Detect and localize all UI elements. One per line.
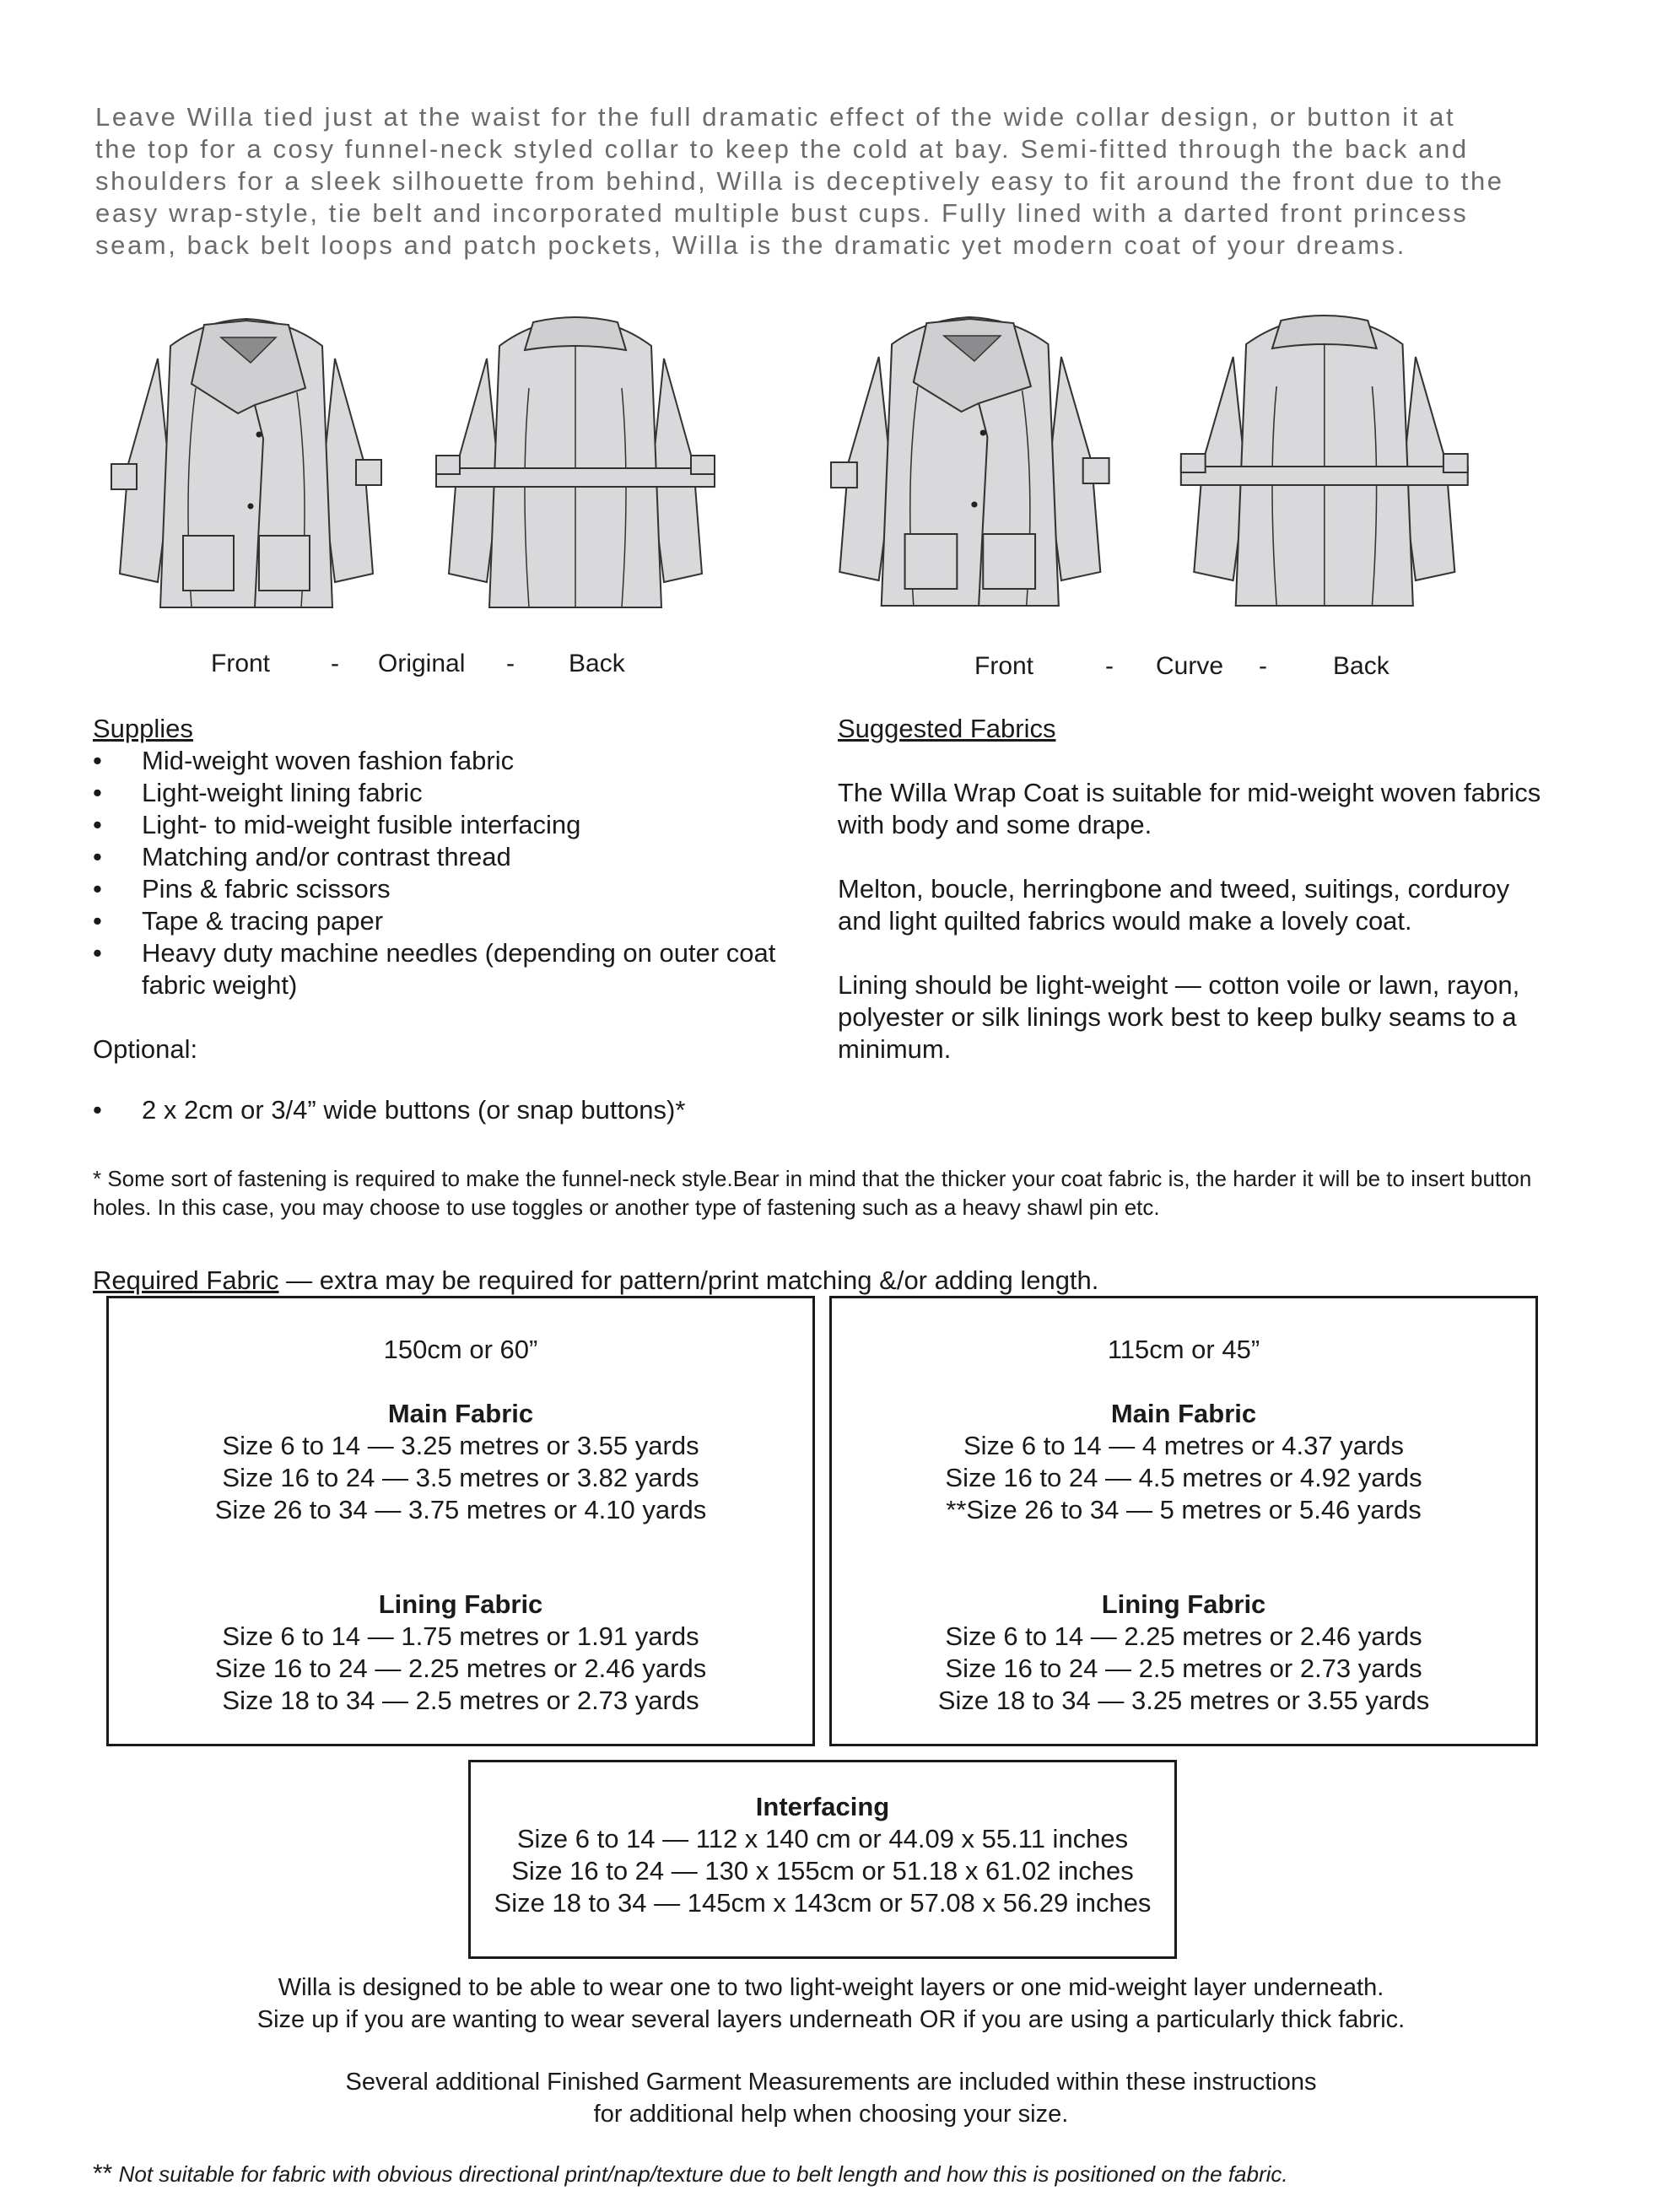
- list-item: • Light- to mid-weight fusible interfacing: [93, 809, 818, 841]
- size-line: Size 6 to 14 — 112 x 140 cm or 44.09 x 55.11 inches: [516, 1824, 1129, 1853]
- supplies-section: [93, 713, 818, 1126]
- list-item: • Pins & fabric scissors: [93, 873, 818, 905]
- layers-note: [0, 1972, 1662, 2036]
- layers-line: Willa is designed to be able to wear one to two light-weight layers or one mid-weight layer underneath.: [278, 1974, 1384, 2001]
- caption-curve-separator: -: [1259, 652, 1267, 680]
- required-fabric-note: — extra may be required for pattern/print matching &/or adding length.: [278, 1265, 1099, 1295]
- caption-original-front: Front: [211, 650, 271, 677]
- fabrics-section: [838, 713, 1555, 1066]
- caption-curve-name: Curve: [1156, 652, 1224, 680]
- caption-original-back: Back: [569, 650, 625, 677]
- list-item: • 2 x 2cm or 3/4” wide buttons (or snap buttons)*: [93, 1094, 818, 1126]
- fabric-box-115cm: [829, 1296, 1538, 1746]
- size-line: Size 6 to 14 — 1.75 metres or 1.91 yards: [222, 1621, 699, 1651]
- directional-print-note: [93, 2160, 1288, 2188]
- size-line: Size 6 to 14 — 2.25 metres or 2.46 yards: [945, 1621, 1422, 1651]
- interfacing-heading: Interfacing: [755, 1792, 890, 1821]
- optional-label: Optional:: [93, 1034, 198, 1064]
- size-line: Size 26 to 34 — 3.75 metres or 4.10 yards: [214, 1495, 707, 1524]
- required-fabric-heading: [93, 1265, 1098, 1296]
- size-line: Size 16 to 24 — 2.25 metres or 2.46 yards: [214, 1654, 707, 1683]
- fastening-note: * Some sort of fastening is required to make the funnel-neck style.Bear in mind that the thicker your coat fabric is, the harder it will be to insert button holes. In this case, you may choose to use toggles or another type of fastening such as a heavy shawl pin etc.: [93, 1166, 1532, 1220]
- directional-print-text: Not suitable for fabric with obvious directional print/nap/texture due to belt length and how this is positioned on the fabric.: [118, 2161, 1288, 2187]
- required-fabric-label: Required Fabric: [93, 1265, 279, 1295]
- box-title: 115cm or 45”: [1107, 1335, 1260, 1364]
- list-item: • Matching and/or contrast thread: [93, 841, 818, 873]
- measurements-line: Several additional Finished Garment Measurements are included within these instructions: [345, 2069, 1317, 2096]
- caption-curve-front: Front: [974, 652, 1034, 680]
- supplies-list: [93, 745, 818, 1001]
- fabrics-paragraph: The Willa Wrap Coat is suitable for mid-weight woven fabrics with body and some drape.: [838, 778, 1541, 839]
- fabrics-heading: Suggested Fabrics: [838, 714, 1056, 743]
- caption-original-separator: -: [331, 650, 339, 677]
- fabrics-paragraph: Lining should be light-weight — cotton voile or lawn, rayon, polyester or silk linings work best to keep bulky seams to a minimum.: [838, 970, 1520, 1064]
- intro-line: shoulders for a sleek silhouette from behind, Willa is deceptively easy to fit around the front due to the: [95, 166, 1504, 196]
- size-line: Size 6 to 14 — 3.25 metres or 3.55 yards: [222, 1431, 699, 1460]
- intro-line: seam, back belt loops and patch pockets, Willa is the dramatic yet modern coat of your dreams.: [95, 230, 1406, 260]
- size-line: Size 18 to 34 — 3.25 metres or 3.55 yards: [937, 1686, 1430, 1715]
- lining-fabric-heading: Lining Fabric: [378, 1589, 543, 1619]
- footnote-marker: **: [93, 2160, 113, 2188]
- size-line: Size 16 to 24 — 130 x 155cm or 51.18 x 61.02 inches: [511, 1856, 1134, 1886]
- size-line: Size 16 to 24 — 3.5 metres or 3.82 yards: [222, 1463, 699, 1492]
- intro-line: Leave Willa tied just at the waist for the full dramatic effect of the wide collar design, or button it at: [95, 102, 1456, 132]
- intro-paragraph: [95, 101, 1546, 262]
- measurements-line: for additional help when choosing your size.: [593, 2101, 1069, 2128]
- lining-fabric-heading: Lining Fabric: [1101, 1589, 1266, 1619]
- interfacing-box: [468, 1760, 1177, 1959]
- coat-illustrations: [0, 304, 1662, 641]
- list-item: • Mid-weight woven fashion fabric: [93, 745, 818, 777]
- intro-line: the top for a cosy funnel-neck styled collar to keep the cold at bay. Semi-fitted through the back and: [95, 134, 1469, 164]
- size-line: **Size 26 to 34 — 5 metres or 5.46 yards: [946, 1495, 1422, 1524]
- list-item: • Light-weight lining fabric: [93, 777, 818, 809]
- supplies-heading: Supplies: [93, 714, 193, 743]
- fabrics-paragraph: Melton, boucle, herringbone and tweed, suitings, corduroy and light quilted fabrics would make a lovely coat.: [838, 874, 1510, 936]
- size-line: Size 18 to 34 — 2.5 metres or 2.73 yards: [222, 1686, 699, 1715]
- optional-list: [93, 1094, 818, 1126]
- size-line: Size 16 to 24 — 4.5 metres or 4.92 yards: [945, 1463, 1422, 1492]
- caption-curve-separator: -: [1105, 652, 1114, 680]
- list-item: • Tape & tracing paper: [93, 905, 818, 937]
- caption-original-separator: -: [506, 650, 515, 677]
- size-line: Size 18 to 34 — 145cm x 143cm or 57.08 x 56.29 inches: [494, 1888, 1152, 1918]
- layers-line: Size up if you are wanting to wear several layers underneath OR if you are using a particularly thick fabric.: [256, 2006, 1406, 2033]
- box-title: 150cm or 60”: [383, 1335, 538, 1364]
- size-line: Size 16 to 24 — 2.5 metres or 2.73 yards: [945, 1654, 1422, 1683]
- fabric-box-150cm: [106, 1296, 815, 1746]
- size-line: Size 6 to 14 — 4 metres or 4.37 yards: [963, 1431, 1405, 1460]
- caption-original-name: Original: [378, 650, 466, 677]
- main-fabric-heading: Main Fabric: [387, 1399, 534, 1428]
- caption-curve-back: Back: [1333, 652, 1389, 680]
- main-fabric-heading: Main Fabric: [1110, 1399, 1257, 1428]
- list-item: • Heavy duty machine needles (depending on outer coat fabric weight): [93, 937, 818, 1001]
- measurements-note: [0, 2066, 1662, 2130]
- intro-line: easy wrap-style, tie belt and incorporated multiple bust cups. Fully lined with a darted front princess: [95, 198, 1469, 228]
